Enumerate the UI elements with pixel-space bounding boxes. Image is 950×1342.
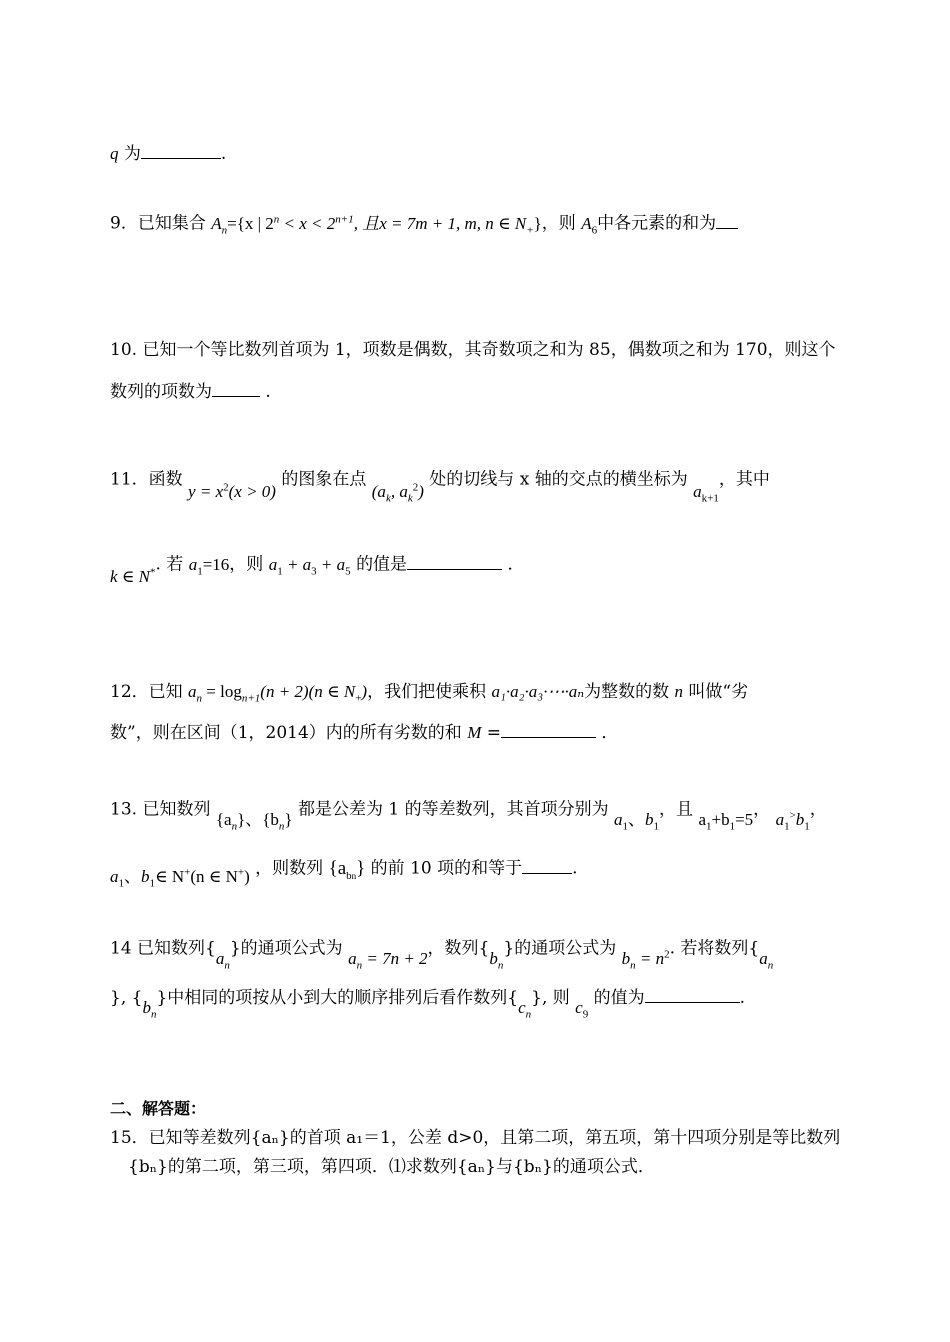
question-10-line-1: 10. 已知一个等比数列首项为 1，项数是偶数，其奇数项之和为 85，偶数项之和为 170，则这个 [110, 340, 836, 360]
q11-text3: 处的切线与 x 轴的交点的横坐标为 [429, 469, 688, 490]
q14-c9: $c_9$ [575, 998, 589, 1021]
question-11-line-1 [110, 463, 770, 505]
q13-comma: ， [753, 799, 771, 820]
answer-blank-14 [645, 986, 740, 1003]
q12-line2-text: 数”，则在区间（1，2014）内的所有劣数的和 [110, 723, 462, 743]
q13-line2-text: ，则数列 [255, 858, 324, 879]
q11-line2-tail: 的值是 [356, 554, 408, 575]
question-9 [110, 207, 738, 242]
q12-eq: = [481, 723, 502, 743]
q12-product: a₁·a₂·a₃·⋯·aₙ [491, 682, 585, 701]
q14-bn-formula: $b_n = n^2$ [621, 948, 670, 972]
q14-text2: }的通项公式为 [229, 938, 343, 959]
q14-bn: $b_n$ [489, 948, 504, 972]
q13-abn: $\{a_{bn}\}$ [328, 857, 366, 882]
q14-an: $a_n$ [215, 948, 230, 972]
q13-line2-tail: 的前 10 项的和等于 [370, 858, 523, 879]
q13-a1b1: $a_1$、$b_1$ [614, 809, 660, 833]
q14-line2-text2: }中相同的项按从小到大的顺序排列后看作数列{ [156, 988, 519, 1008]
q11-a-k-plus-1: $a_{k+1}$ [693, 481, 719, 505]
q11-function: $y = x^2(x > 0)$ [188, 481, 276, 501]
q12-formula: $a_n = \log_{n+1}(n + 2)(n$ ∈ $N_+$) [188, 682, 368, 705]
q13-text2: 都是公差为 1 的等差数列，其首项分别为 [298, 799, 609, 820]
q10-line2-text: 数列的项数为 [110, 382, 212, 402]
q13-number: 13. [110, 799, 143, 820]
answer-blank-13 [522, 857, 572, 874]
question-15-line-1: 15．已知等差数列{aₙ}的首项 a₁＝1，公差 d>0，且第二项，第五项，第十四项分别是等比数列 [110, 1128, 841, 1148]
q13-text1: 已知数列 [142, 799, 211, 820]
q13-gt: $a_1^>b_1$ [775, 809, 810, 833]
q14-text1: 14 已知数列{ [110, 938, 216, 959]
q14-text4: }的通项公式为 [503, 938, 617, 959]
q11-text4: ，其中 [718, 469, 770, 490]
q11-number: 11． [110, 469, 149, 490]
q14-text5: . 若将数列{ [669, 938, 760, 959]
q14-line2-text4: 的值为 [593, 988, 645, 1008]
section-title-answer-questions: 二、解答题： [110, 1099, 207, 1118]
q11-text1: 函数 [148, 469, 183, 490]
q12-text3: 为整数的数 [584, 682, 670, 702]
q13-cond: $a_1+b_1=5$ [698, 809, 754, 833]
q14-line2-text3: }, 则 [531, 988, 570, 1008]
q12-text2: ，我们把使乘积 [367, 682, 487, 702]
q14-cn: $c_n$ [518, 998, 532, 1021]
answer-blank-8 [141, 142, 221, 159]
q12-n: n [674, 682, 684, 701]
q14-an-formula: $a_n = 7n + 2$ [348, 948, 428, 972]
q9-text: 已知集合 [137, 213, 206, 234]
q9-set-formula: $A_n=\{x$ | $2^n < x < 2^{n+1}$, 且x = 7m + 1, m, n ∈ $N_+$} [211, 213, 542, 237]
question-8-tail: q 为 . [110, 144, 227, 164]
q13-text3: ，且 [659, 799, 694, 820]
question-14-line-2: }, $\{b_n\}$中相同的项按从小到大的顺序排列后看作数列$\{c_n\}$, 则 $c_9$ 的值为 . [110, 988, 746, 1021]
q11-ruo: 若 [166, 554, 184, 575]
question-14-line-1 [110, 932, 774, 972]
q11-k-in-n: k ∈ N* [110, 566, 156, 586]
q12-text1: 已知 [148, 682, 183, 702]
q14-text3: ，数列{ [427, 938, 490, 959]
q14-line2-bn: $b_n$ [142, 998, 157, 1021]
q12-text4: 叫做“劣 [688, 682, 749, 702]
q9-tail: 中各元素的和为 [597, 213, 717, 234]
q13-seqs: $\{a_n\}$、$\{b_n\}$ [215, 809, 293, 833]
variable-q: q [110, 144, 119, 163]
q11-ze: ，则 [229, 554, 264, 575]
question-12-line-1 [110, 680, 748, 710]
question-10-line-2: 数列的项数为 . [110, 382, 271, 402]
q8-tail-text: 为 [123, 144, 141, 164]
q9-after: ，则 [541, 213, 576, 234]
q14-line2-text1: }, { [110, 988, 143, 1008]
q12-m: M [467, 723, 482, 742]
question-15-line-2: {bₙ}的第二项，第三项，第四项．⑴求数列{aₙ}与{bₙ}的通项公式． [128, 1157, 655, 1177]
q11-point: ($a_k$, $a_k^2$) [371, 481, 424, 505]
q9-a6: $A_6$ [581, 213, 598, 237]
answer-blank-10 [212, 380, 260, 397]
q14-an-end: $a_n$ [759, 948, 774, 972]
question-11-line-2: k ∈ N*. 若 $a_1=16$，则 $a_1 + a_3 + a_5$ 的值是 ． [110, 554, 525, 586]
question-13-line-2: $a_1$、$b_1\in$ N+(n ∈ N+) ，则数列 $\{a_{bn}\}$ 的前 10 项的和等于 . [110, 857, 578, 890]
answer-blank-11 [407, 553, 502, 570]
answer-blank-9 [716, 212, 738, 229]
question-12-line-2: 数”，则在区间（1，2014）内的所有劣数的和 M = ． [110, 723, 619, 743]
q11-text2: 的图象在点 [281, 469, 367, 490]
q13-line2-a1b1: $a_1$、$b_1\in$ N+(n ∈ N+) [110, 866, 250, 890]
q11-sum: $a_1 + a_3 + a_5$ [268, 554, 351, 578]
q9-number: 9． [110, 213, 138, 234]
q11-a1: $a_1=16$ [188, 554, 230, 578]
q12-number: 12． [110, 682, 149, 702]
question-13-line-1: 13. 已知数列 $\{a_n\}$、$\{b_n\}$ 都是公差为 1 的等差数列，其首项分别为 $a_1$、$b_1$，且 $a_1+b_1=5$， $a_1^>b_1$， [110, 799, 827, 833]
answer-blank-12 [501, 721, 596, 738]
